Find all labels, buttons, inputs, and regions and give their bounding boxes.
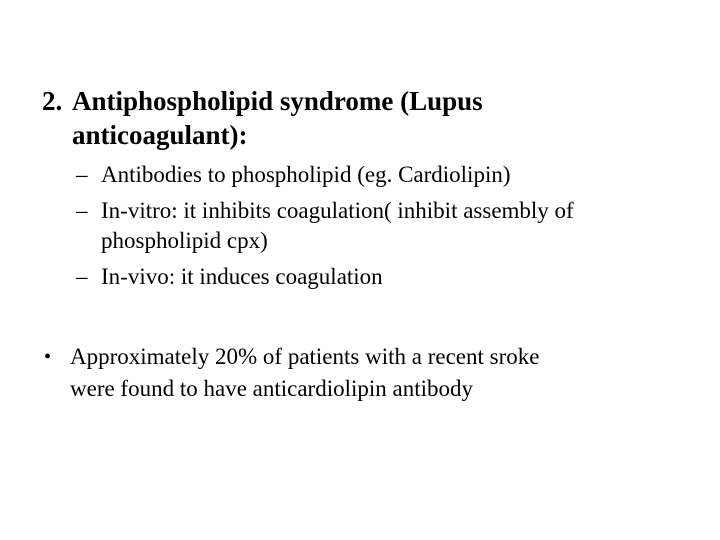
heading-number: 2. xyxy=(42,86,63,116)
subpoint-text-line-2: phospholipid cpx) xyxy=(101,228,268,253)
dash-marker: – xyxy=(76,198,88,223)
bullet-text-line-1: Approximately 20% of patients with a recent sroke xyxy=(70,344,540,369)
heading-text-1: Antiphospholipid syndrome (Lupus xyxy=(72,86,483,116)
subpoint-text: In-vivo: it induces coagulation xyxy=(101,264,383,289)
dash-marker: – xyxy=(76,162,88,187)
subpoint-text-line-1: In-vitro: it inhibits coagulation( inhibit assembly of xyxy=(101,198,574,223)
dash-marker: – xyxy=(76,264,88,289)
subpoint-text: Antibodies to phospholipid (eg. Cardiolipin) xyxy=(101,162,511,187)
subpoint-antibodies xyxy=(76,160,696,190)
heading-line-2: anticoagulant): xyxy=(72,120,248,150)
bullet-point-statistic xyxy=(44,341,684,405)
subpoint-in-vitro xyxy=(76,196,696,256)
bullet-text-line-2: were found to have anticardiolipin antibody xyxy=(70,376,474,401)
subpoint-in-vivo xyxy=(76,262,696,292)
section-heading xyxy=(42,84,682,152)
heading-line-1 xyxy=(42,84,682,118)
bullet-marker: • xyxy=(44,346,52,368)
